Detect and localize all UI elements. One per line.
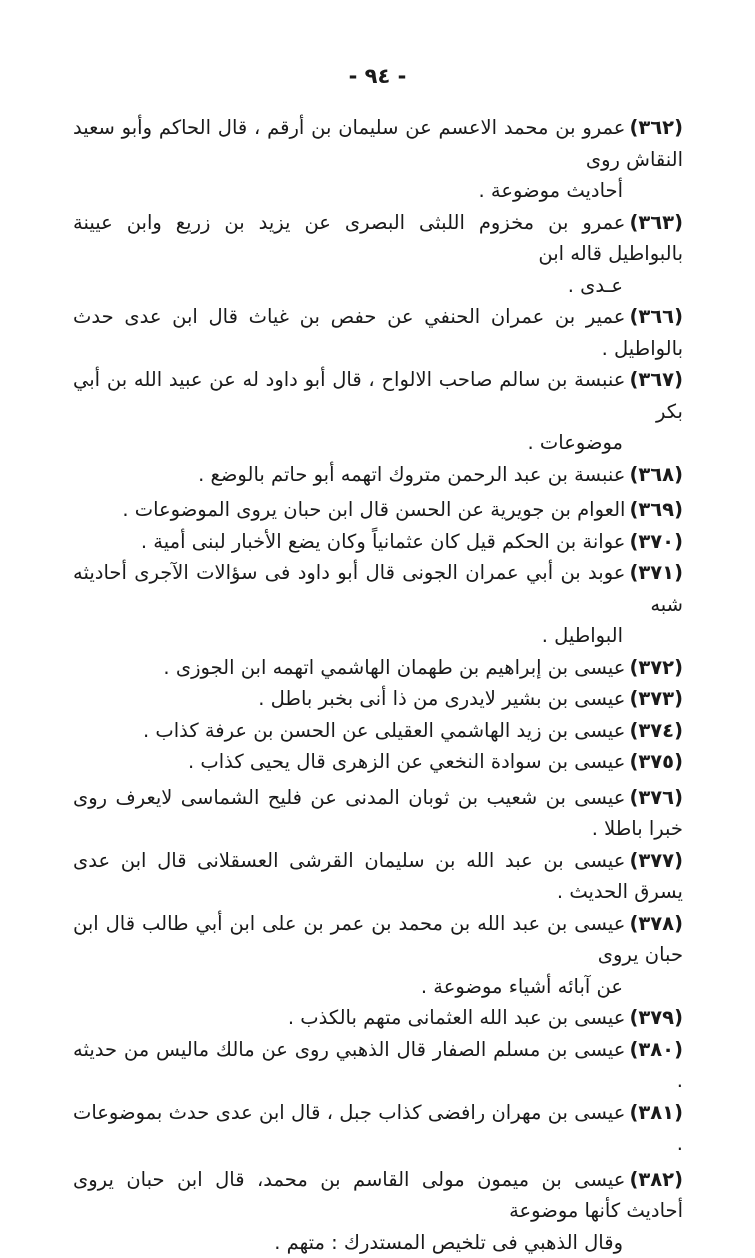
list-item <box>73 364 683 459</box>
list-item <box>73 494 683 526</box>
entry-text: عنبسة بن عبد الرحمن متروك اتهمه أبو حاتم بالوضع . <box>198 463 625 486</box>
entry-number: (٣٦٦) <box>629 305 683 328</box>
entry-text: عيسى بن عبد الله بن محمد بن عمر بن على ابن أبي طالب قال ابن حبان يروى <box>73 912 683 967</box>
entry-text: عيسى بن بشير لايدرى من ذا أنى بخبر باطل . <box>258 687 625 710</box>
entry-text: عيسى بن إبراهيم بن طهمان الهاشمي اتهمه ابن الجوزى . <box>163 656 625 679</box>
list-item <box>73 207 683 302</box>
entry-text: عمير بن عمران الحنفي عن حفص بن غياث قال ابن عدى حدث بالواطيل . <box>73 305 683 360</box>
entry-text: عيسى بن زيد الهاشمي العقيلى عن الحسن بن عرفة كذاب . <box>143 719 625 742</box>
list-item <box>73 845 683 908</box>
entry-continuation: عـدى . <box>73 270 683 302</box>
entry-text: العوام بن جويرية عن الحسن قال ابن حبان يروى الموضوعات . <box>122 498 625 521</box>
entry-text: عمرو بن مخزوم اللبثى البصرى عن يزيد بن زريع وابن عيينة بالبواطيل قاله ابن <box>73 211 683 266</box>
list-item <box>73 908 683 1003</box>
entry-number: (٣٨١) <box>629 1101 683 1124</box>
list-item <box>73 112 683 207</box>
list-item <box>73 782 683 845</box>
list-item <box>73 1164 683 1258</box>
entry-text: عيسى بن شعيب بن ثوبان المدنى عن فليح الشماسى لايعرف روى خبرا باطلا . <box>73 786 683 841</box>
entry-number: (٣٧١) <box>629 561 683 584</box>
entry-number: (٣٦٣) <box>629 211 683 234</box>
list-item <box>73 652 683 684</box>
entry-text: عيسى بن عبد الله بن سليمان القرشى العسقلانى قال ابن عدى يسرق الحديث . <box>73 849 683 904</box>
entry-number: (٣٧٣) <box>629 687 683 710</box>
entry-number: (٣٧٥) <box>629 750 683 773</box>
list-item <box>73 526 683 558</box>
entry-number: (٣٦٢) <box>629 116 683 139</box>
entry-number: (٣٧٨) <box>629 912 683 935</box>
list-item <box>73 746 683 778</box>
entry-number: (٣٨٠) <box>629 1038 683 1061</box>
entry-continuation: موضوعات . <box>73 427 683 459</box>
entry-list <box>73 112 683 1258</box>
entry-text: عوبد بن أبي عمران الجونى قال أبو داود فى سؤالات الآجرى أحاديثه شبه <box>73 561 683 616</box>
entry-number: (٣٦٨) <box>629 463 683 486</box>
page-number: - ٩٤ - <box>0 64 755 88</box>
entry-number: (٣٨٢) <box>629 1168 683 1191</box>
entry-number: (٣٧٦) <box>629 786 683 809</box>
entry-number: (٣٧٢) <box>629 656 683 679</box>
entry-number: (٣٦٧) <box>629 368 683 391</box>
entry-text: عمرو بن محمد الاعسم عن سليمان بن أرقم ، قال الحاكم وأبو سعيد النقاش روى <box>73 116 683 171</box>
entry-text: عوانة بن الحكم قيل كان عثمانياً وكان يضع الأخبار لبنى أمية . <box>141 530 626 553</box>
entry-continuation: وقال الذهبي فى تلخيص المستدرك : متهم . <box>73 1227 683 1258</box>
entry-number: (٣٦٩) <box>629 498 683 521</box>
entry-continuation: أحاديث موضوعة . <box>73 175 683 207</box>
list-item <box>73 683 683 715</box>
entry-text: عيسى بن عبد الله العثمانى متهم بالكذب . <box>288 1006 626 1029</box>
entry-text: عيسى بن مسلم الصفار قال الذهبي روى عن مالك ماليس من حديثه . <box>73 1038 683 1093</box>
list-item <box>73 1097 683 1160</box>
entry-number: (٣٧٩) <box>629 1006 683 1029</box>
list-item <box>73 715 683 747</box>
entry-text: عنبسة بن سالم صاحب الالواح ، قال أبو داود له عن عبيد الله بن أبي بكر <box>73 368 683 423</box>
entry-text: عيسى بن ميمون مولى القاسم بن محمد، قال ابن حبان يروى أحاديث كأنها موضوعة <box>73 1168 683 1223</box>
entry-number: (٣٧٠) <box>629 530 683 553</box>
list-item <box>73 557 683 652</box>
entry-continuation: البواطيل . <box>73 620 683 652</box>
entry-text: عيسى بن سوادة النخعي عن الزهرى قال يحيى كذاب . <box>188 750 625 773</box>
entry-continuation: عن آبائه أشياء موضوعة . <box>73 971 683 1003</box>
list-item <box>73 301 683 364</box>
list-item <box>73 1034 683 1097</box>
entry-text: عيسى بن مهران رافضى كذاب جبل ، قال ابن عدى حدث بموضوعات . <box>73 1101 683 1156</box>
entry-number: (٣٧٤) <box>629 719 683 742</box>
entry-number: (٣٧٧) <box>629 849 683 872</box>
list-item <box>73 1002 683 1034</box>
list-item <box>73 459 683 491</box>
